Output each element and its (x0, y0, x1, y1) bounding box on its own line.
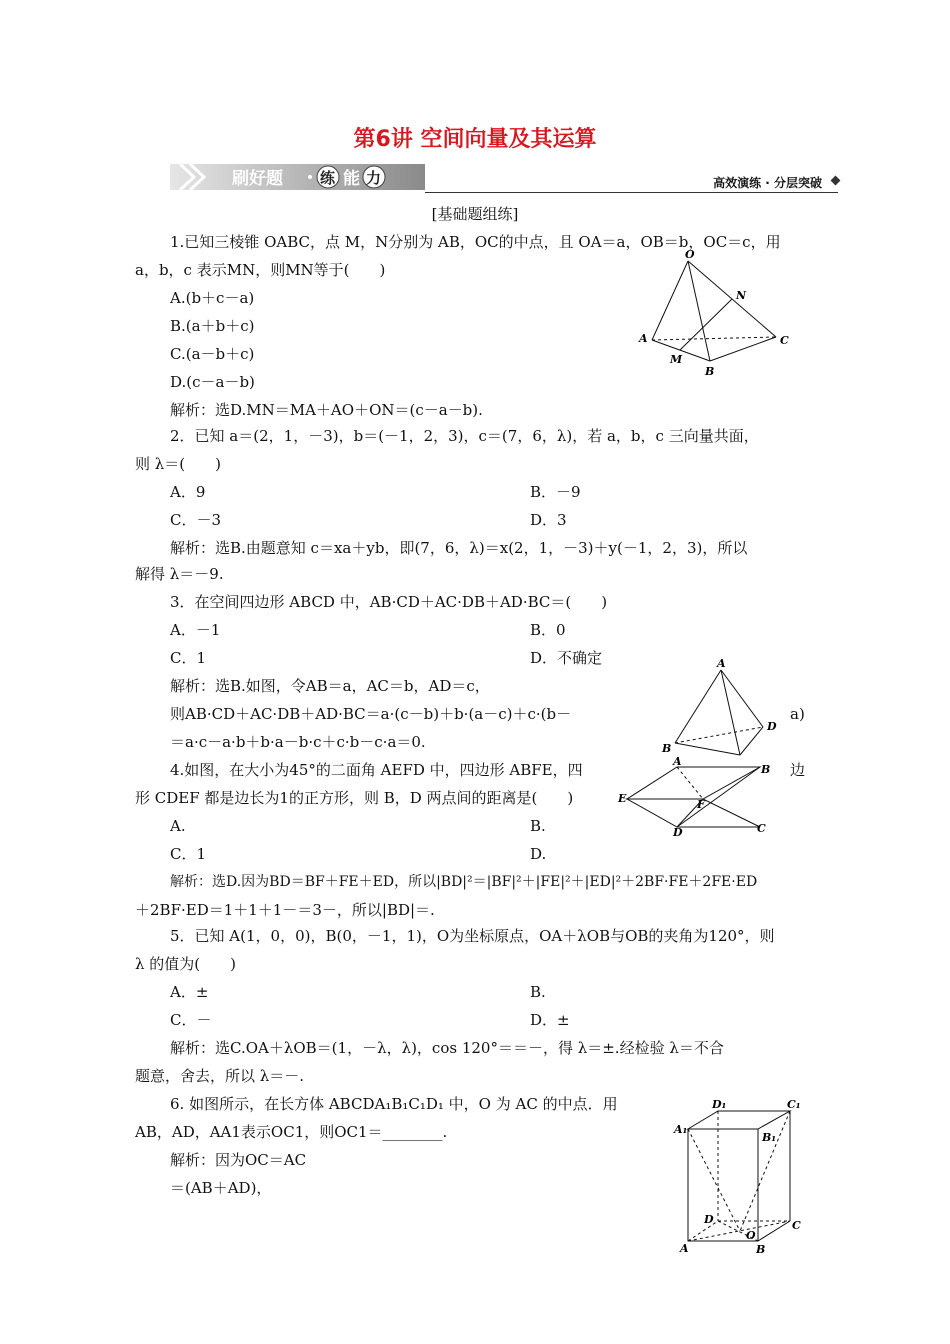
label-B1: B₁ (762, 1131, 777, 1144)
label-D: D (767, 720, 777, 733)
q2-option-b: B．－9 (530, 483, 581, 501)
q4-line1: 4.如图，在大小为45°的二面角 AEFD 中，四边形 ABFE，四 (170, 761, 583, 779)
q2-line1: 2．已知 a＝(2，1，－3)，b＝(－1，2，3)，c＝(7，6，λ)，若 a，b，c 三向量共面， (170, 427, 759, 445)
q3-option-d: D．不确定 (530, 649, 603, 667)
diamond-icon (831, 176, 841, 186)
q3-line1: 3．在空间四边形 ABCD 中，AB·CD＋AC·DB＋AD·BC＝( ) (170, 593, 608, 611)
q5-option-d: D．± (530, 1011, 570, 1029)
q4-line2: 形 CDEF 都是边长为1的正方形，则 B，D 两点间的距离是( ) (135, 789, 574, 807)
label-B: B (761, 763, 771, 776)
svg-text:能: 能 (343, 169, 360, 189)
q1-line1: 1.已知三棱锥 OABC，点 M，N分别为 AB，OC的中点，且 OA＝a，OB＝b，OC＝c，用 (170, 233, 781, 251)
label-E: E (618, 792, 627, 805)
banner-rule (425, 192, 838, 193)
figure-tetrahedron-abcd (655, 655, 790, 765)
q6-line1: 6. 如图所示，在长方体 ABCDA₁B₁C₁D₁ 中，O 为 AC 的中点．用 (170, 1095, 618, 1113)
label-O: O (685, 248, 695, 261)
svg-text:力: 力 (366, 169, 382, 187)
q3-solution-line2-tail: a) (790, 705, 805, 723)
q5-solution-line2: 题意，舍去，所以 λ＝－. (135, 1067, 305, 1085)
q3-option-b: B．0 (530, 621, 566, 639)
q3-option-a: A．－1 (170, 621, 221, 639)
q2-solution-line2: 解得 λ＝－9. (135, 565, 224, 583)
label-D1: D₁ (712, 1098, 727, 1111)
q4-solution-line1: 解析：选D.因为BD＝BF＋FE＋ED，所以|BD|²＝|BF|²＋|FE|²＋|ED|²＋2BF·FE＋2FE·ED (170, 874, 758, 890)
q2-option-c: C．－3 (170, 511, 222, 529)
label-B: B (662, 742, 672, 755)
q5-solution-line1: 解析：选C.OA＋λOB＝(1，－λ，λ)，cos 120°＝＝－，得 λ＝±.经检验 λ＝不合 (170, 1039, 724, 1057)
q4-option-a: A. (170, 817, 186, 835)
label-A: A (673, 755, 682, 768)
figure-tetrahedron-oabc (630, 245, 800, 380)
label-N: N (736, 289, 747, 302)
q2-line2: 则 λ＝( ) (135, 455, 221, 473)
q1-option-b: B.(a＋b＋c) (170, 317, 255, 335)
q6-solution-line2: ＝(AB＋AD)， (170, 1179, 272, 1197)
q3-solution-line2: 则AB·CD＋AC·DB＋AD·BC＝a·(c－b)＋b·(a－c)＋c·(b－ (170, 705, 572, 723)
q4-option-c: C．1 (170, 845, 207, 863)
label-C: C (792, 1219, 801, 1232)
label-C: C (780, 334, 789, 347)
q2-option-a: A．9 (170, 483, 206, 501)
q4-option-d: D. (530, 845, 547, 863)
banner-left-text: 刷好题 (232, 169, 283, 189)
q1-solution: 解析：选D.MN＝MA＋AO＋ON＝(c－a－b). (170, 401, 483, 419)
q6-line2: AB，AD，AA1表示OC1，则OC1＝________. (135, 1123, 448, 1141)
q3-option-c: C．1 (170, 649, 207, 667)
section-banner (170, 160, 425, 194)
q5-option-a: A．± (170, 983, 209, 1001)
q1-option-d: D.(c－a－b) (170, 373, 255, 391)
q1-option-c: C.(a－b＋c) (170, 345, 255, 363)
label-A: A (717, 657, 726, 670)
q4-line1-tail: 边 (790, 761, 806, 779)
figure-dihedral-angle (615, 755, 775, 840)
label-B: B (756, 1243, 766, 1256)
label-F: F (697, 798, 705, 811)
q1-option-a: A.(b＋c－a) (170, 289, 255, 307)
page-title: 第6讲 空间向量及其运算 (353, 127, 597, 152)
q1-line2: a，b，c 表示MN，则MN等于( ) (135, 261, 386, 279)
label-M: M (670, 353, 683, 366)
q3-solution-line1: 解析：选B.如图，令AB＝a，AC＝b，AD＝c， (170, 677, 490, 695)
q4-solution-line2: ＋2BF·ED＝1＋1＋1－＝3－，所以|BD|＝. (135, 901, 435, 919)
q5-option-b: B. (530, 983, 546, 1001)
figure-cuboid (670, 1095, 815, 1260)
q4-option-b: B. (530, 817, 546, 835)
label-C: C (757, 822, 766, 835)
svg-text:练: 练 (320, 169, 336, 187)
label-O: O (746, 1229, 756, 1242)
label-A: A (639, 332, 648, 345)
label-C1: C₁ (787, 1098, 801, 1111)
label-D: D (673, 826, 683, 839)
banner-right-text: 高效演练 · 分层突破 (713, 176, 822, 190)
section-heading: [基础题组练] (431, 205, 519, 223)
label-D: D (704, 1213, 714, 1226)
q5-line1: 5．已知 A(1，0，0)，B(0，－1，1)，O为坐标原点，OA＋λOB与OB的夹角为120°，则 (170, 927, 775, 945)
q5-option-c: C．－ (170, 1011, 212, 1029)
label-A1: A₁ (674, 1123, 688, 1136)
q5-line2: λ 的值为( ) (135, 955, 236, 973)
q2-option-d: D．3 (530, 511, 567, 529)
q6-solution-line1: 解析：因为OC＝AC (170, 1151, 307, 1169)
q2-solution-line1: 解析：选B.由题意知 c＝xa＋yb，即(7，6，λ)＝x(2，1，－3)＋y(－1，2，3)，所以 (170, 539, 748, 557)
label-A: A (680, 1242, 689, 1255)
q3-solution-line3: ＝a·c－a·b＋b·a－b·c＋c·b－c·a＝0. (170, 733, 426, 751)
label-B: B (705, 365, 715, 378)
